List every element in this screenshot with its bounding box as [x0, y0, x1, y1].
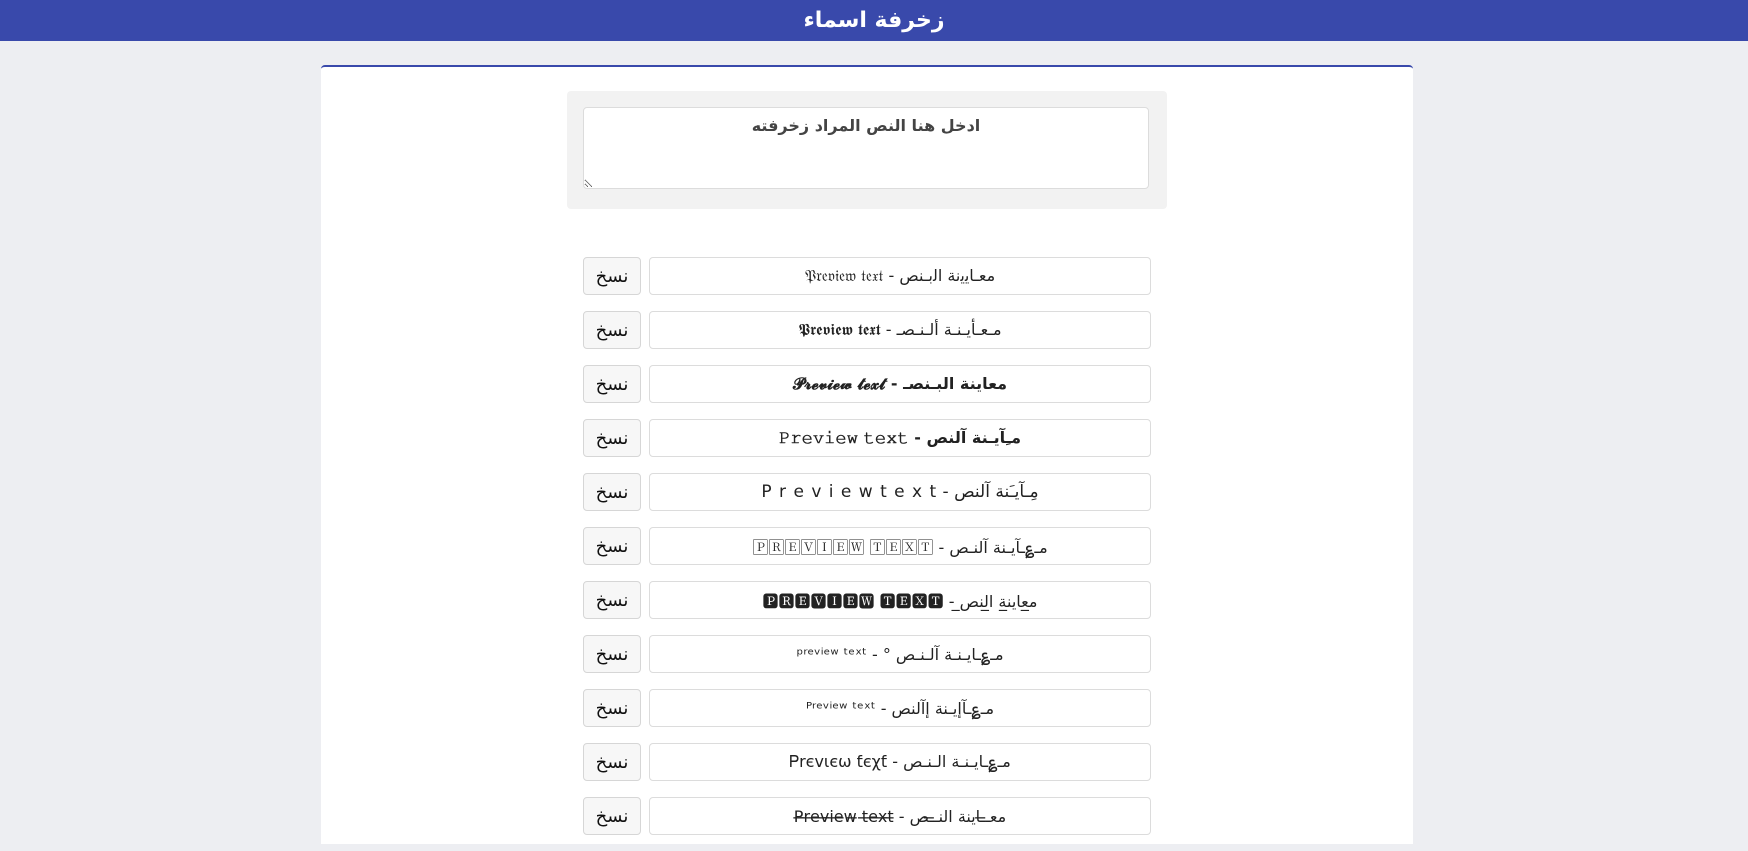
copy-button[interactable]: نسخ [583, 743, 641, 781]
copy-button[interactable]: نسخ [583, 581, 641, 619]
preview-text[interactable]: معـ̶ـاينة النـ̶ـص - P̶r̶e̶v̶i̶e̶w̶ t̶e̶x̶t̶ [649, 797, 1151, 835]
copy-button[interactable]: نسخ [583, 635, 641, 673]
preview-row [583, 311, 1151, 365]
copy-button[interactable]: نسخ [583, 419, 641, 457]
copy-button[interactable]: نسخ [583, 311, 641, 349]
preview-text[interactable]: معاينة البـنصـ - 𝓟𝓻𝓮𝓿𝓲𝓮𝔀 𝓽𝓮𝔁𝓽 [649, 365, 1151, 403]
preview-text[interactable]: مـ؏ـآإيـنة إآلنص - ᴾʳᵉᵛⁱᵉʷ ᵗᵉˣᵗ [649, 689, 1151, 727]
preview-row [583, 581, 1151, 635]
preview-row [583, 365, 1151, 419]
preview-row [583, 419, 1151, 473]
preview-text[interactable]: مـ؏ـايـنـة الـنـص - Ꮲrєvιєω ƭєχƭ [649, 743, 1151, 781]
preview-text[interactable]: مـعـأيـنـة ألـنـصـ - 𝕻𝖗𝖊𝖛𝖎𝖊𝖜 𝖙𝖊𝖝𝖙 [649, 311, 1151, 349]
preview-text[interactable]: مـِآيـنة آلنص - 𝙿𝚛𝚎𝚟𝚒𝚎𝚠 𝚝𝚎𝚡𝚝 [649, 419, 1151, 457]
preview-row [583, 743, 1151, 797]
preview-list [583, 257, 1151, 851]
header-bar [0, 0, 1748, 41]
preview-text[interactable]: مِـآيـَنة آلنص - P r e v i e w t e x t [649, 473, 1151, 511]
site-title[interactable]: زخرفة اسماء [803, 8, 945, 33]
preview-text[interactable]: مـ؏ـايـنـة آلـنـص ° - ᵖʳᵉᵛⁱᵉʷ ᵗᵉˣᵗ [649, 635, 1151, 673]
copy-button[interactable]: نسخ [583, 527, 641, 565]
main-card [321, 65, 1413, 844]
copy-button[interactable]: نسخ [583, 797, 641, 835]
preview-text[interactable]: معـاﯾﯾنة اﻟبـنص - 𝔓𝔯𝔢𝔳𝔦𝔢𝔴 𝔱𝔢𝔵𝔱 [649, 257, 1151, 295]
preview-row [583, 473, 1151, 527]
text-input[interactable] [583, 107, 1149, 189]
input-panel [567, 91, 1167, 209]
copy-button[interactable]: نسخ [583, 473, 641, 511]
preview-row [583, 257, 1151, 311]
preview-row [583, 797, 1151, 851]
copy-button[interactable]: نسخ [583, 365, 641, 403]
preview-row [583, 635, 1151, 689]
preview-row [583, 689, 1151, 743]
preview-text[interactable]: م̲عاين̲ة ا̲لنص̲ - 🅿🆁🅴🆅🅸🅴🆆 🆃🅴🆇🆃 [649, 581, 1151, 619]
preview-text[interactable]: مـ؏ـآيـنة آلنـص - 🄿🅁🄴🅅🄸🄴🅆 🅃🄴🅇🅃 [649, 527, 1151, 565]
copy-button[interactable]: نسخ [583, 257, 641, 295]
preview-row [583, 527, 1151, 581]
copy-button[interactable]: نسخ [583, 689, 641, 727]
